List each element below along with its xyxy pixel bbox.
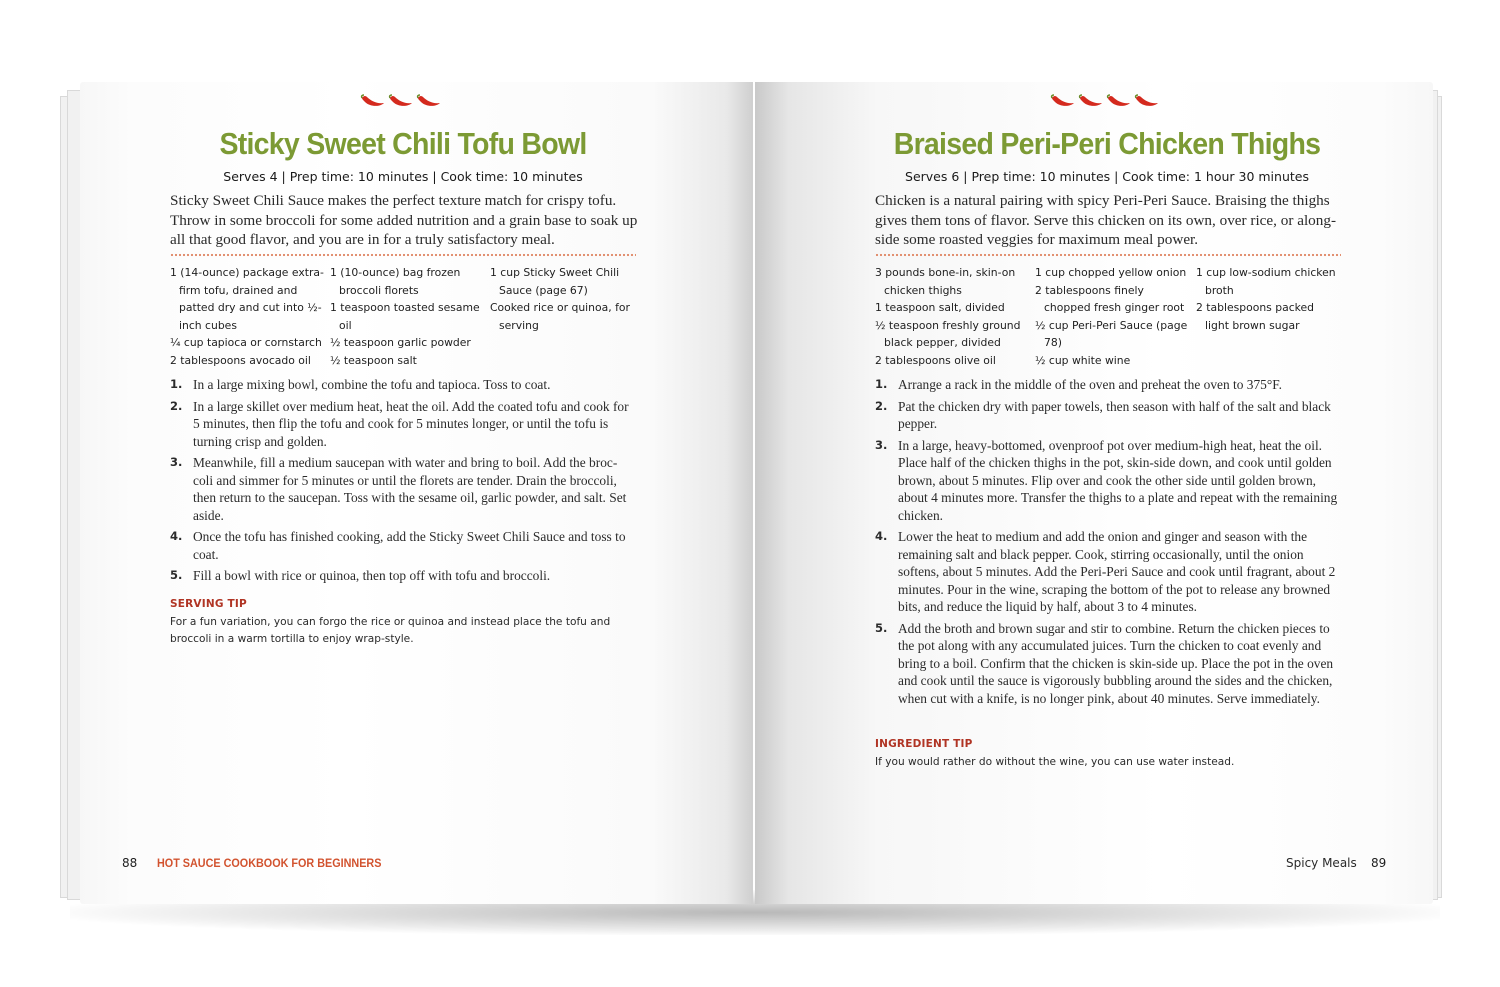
ingredient-item: 2 tablespoons avocado oil (170, 353, 311, 367)
step-number: 3. (875, 437, 888, 452)
step-text: In a large, heavy-bottomed, ovenproof pot over medium-high heat, heat the oil. Place half of the chicken thighs in the pot, skin-side down, and cook until golden brown, about 5 minutes. Flip over and cook the other side until golden brown, about 4 minutes more. Transfer the thighs to a plate and repeat with the remaining chicken. (898, 437, 1338, 523)
recipe-steps-left (170, 376, 636, 589)
recipe-step (875, 437, 1341, 525)
right-heat-rating (1050, 93, 1162, 115)
ingredient-item: 1 cup chopped yellow onion (1035, 266, 1187, 279)
chili-pepper-icon (1134, 94, 1160, 108)
running-head-left: HOT SAUCE COOKBOOK FOR BEGINNERS (157, 856, 382, 870)
chili-pepper-icon (360, 94, 386, 108)
ingredient-item: 1 teaspoon salt, divided (875, 301, 1005, 314)
step-text: Fill a bowl with rice or quinoa, then top off with tofu and broccoli. (193, 568, 551, 583)
ingredient-item: 1 cup Sticky Sweet Chili Sauce (page 67) (490, 266, 620, 297)
step-number: 4. (875, 529, 888, 543)
step-text: Arrange a rack in the middle of the oven and preheat the oven to 375°F. (898, 377, 1282, 392)
recipe-step (170, 376, 636, 394)
step-number: 1. (875, 377, 888, 391)
ingredient-item: 1 (14-ounce) package extra-firm tofu, drained and patted dry and cut into ½-inch cubes (170, 266, 324, 332)
recipe-title-left: Sticky Sweet Chili Tofu Bowl (219, 126, 587, 161)
ingredient-item: Cooked rice or quinoa, for serving (490, 301, 630, 332)
ingredient-item: 2 tablespoons packed light brown sugar (1196, 301, 1315, 332)
ingredients-col1-right (875, 264, 1030, 369)
ingredient-item: 2 tablespoons finely chopped fresh ginger root (1035, 283, 1185, 314)
recipe-meta-right: Serves 6 | Prep time: 10 minutes | Cook time: 1 hour 30 minutes (905, 169, 1309, 184)
recipe-intro-right: Chicken is a natural pairing with spicy Peri-Peri Sauce. Braising the thighs gives them tons of flavor. Serve this chicken on its own, over rice, or along-side some roasted veggies for maximum meal power. (875, 192, 1337, 249)
tip-heading-left: SERVING TIP (170, 598, 247, 610)
recipe-step (875, 620, 1341, 708)
step-text: Pat the chicken dry with paper towels, then season with half of the salt and black pepper. (898, 398, 1331, 431)
ingredients-col2-right (1035, 264, 1190, 369)
left-heat-rating (360, 93, 444, 115)
ingredients-col2-left (330, 264, 485, 369)
ingredient-item: 1 teaspoon toasted sesame oil (330, 301, 480, 332)
step-number: 1. (170, 377, 183, 391)
ingredients-col3-left (490, 264, 630, 334)
dotted-divider-right (875, 253, 1341, 257)
step-text: Meanwhile, fill a medium saucepan with water and bring to boil. Add the broc-coli and simmer for 5 minutes or until the florets are tender. Drain the broccoli, then return to the saucepan. Toss with the sesame oil, garlic powder, and salt. Set aside. (193, 455, 627, 523)
ingredients-col1-left (170, 264, 325, 369)
step-text: Once the tofu has finished cooking, add the Sticky Sweet Chili Sauce and toss to coat. (193, 529, 626, 562)
step-text: In a large mixing bowl, combine the tofu and tapioca. Toss to coat. (193, 377, 551, 392)
recipe-meta-left: Serves 4 | Prep time: 10 minutes | Cook time: 10 minutes (223, 169, 583, 184)
step-number: 5. (875, 620, 888, 635)
recipe-step (875, 528, 1341, 616)
chili-pepper-icon (416, 94, 442, 108)
step-text: Add the broth and brown sugar and stir to combine. Return the chicken pieces to the pot along with any accumulated juices. Turn the chicken to coat evenly and bring to a boil. Confirm that the chicken is skin-side up. Place the pot in the oven and cook until the sauce is vigorously bubbling around the sides and the chicken, when cut with a knife, is no longer pink, about 40 minutes. Serve immediately. (898, 620, 1334, 706)
recipe-step (170, 454, 636, 524)
recipe-title-right: Braised Peri-Peri Chicken Thighs (893, 126, 1321, 161)
step-text: In a large skillet over medium heat, heat the oil. Add the coated tofu and cook for 5 minutes, then flip the tofu and cook for 5 minutes longer, or until the tofu is turning crisp and golden. (193, 398, 629, 449)
ingredient-item: 2 tablespoons olive oil (875, 353, 996, 367)
chili-pepper-icon (388, 94, 414, 108)
step-number: 2. (875, 398, 888, 413)
chili-pepper-icon (1078, 94, 1104, 108)
page-number-right: 89 (1371, 856, 1387, 870)
ingredients-col3-right (1196, 264, 1341, 334)
step-text: Lower the heat to medium and add the onion and ginger and season with the remaining salt and black pepper. Cook, stirring occasionally, until the onion softens, about 5 minutes. Add the Peri-Peri Sauce and cook until fragrant, about 2 minutes. Pour in the wine, scraping the bottom of the pot to release any browned bits, and reduce the liquid by half, about 3 to 4 minutes. (898, 529, 1336, 614)
ingredient-item: 1 cup low-sodium chicken broth (1196, 266, 1336, 297)
recipe-step (875, 376, 1341, 394)
recipe-intro-left: Sticky Sweet Chili Sauce makes the perfect texture match for crispy tofu. Throw in some broccoli for some added nutrition and a grain base to soak up all that good flavor, and you are in for a truly satisfactory meal. (170, 192, 638, 249)
tip-heading-right: INGREDIENT TIP (875, 738, 973, 750)
ingredient-item: 3 pounds bone-in, skin-on chicken thighs (875, 266, 1016, 297)
running-head-right: Spicy Meals (1286, 856, 1357, 870)
page-number-left: 88 (122, 856, 138, 870)
ingredient-item: ½ teaspoon freshly ground black pepper, divided (875, 318, 1021, 349)
recipe-step (170, 528, 636, 563)
chili-pepper-icon (1050, 94, 1076, 108)
step-number: 4. (170, 529, 183, 543)
ingredient-item: 1 (10-ounce) bag frozen broccoli florets (330, 266, 461, 297)
recipe-step (170, 567, 636, 585)
ingredient-item: ½ teaspoon salt (330, 353, 417, 367)
step-number: 5. (170, 568, 183, 582)
ingredient-item: ¼ cup tapioca or cornstarch (170, 336, 322, 349)
ingredient-item: ½ cup Peri-Peri Sauce (page 78) (1035, 318, 1188, 349)
tip-text-right: If you would rather do without the wine, you can use water instead. (875, 756, 1235, 768)
tip-text-left: For a fun variation, you can forgo the rice or quinoa and instead place the tofu and broccoli in a warm tortilla to enjoy wrap-style. (170, 616, 611, 645)
ingredient-item: ½ cup white wine (1035, 353, 1131, 367)
chili-pepper-icon (1106, 94, 1132, 108)
recipe-steps-right (875, 376, 1341, 711)
recipe-step (170, 398, 636, 451)
dotted-divider-left (170, 253, 636, 257)
recipe-step (875, 398, 1341, 433)
step-number: 2. (170, 398, 183, 413)
ingredient-item: ½ teaspoon garlic powder (330, 336, 471, 349)
step-number: 3. (170, 455, 183, 469)
